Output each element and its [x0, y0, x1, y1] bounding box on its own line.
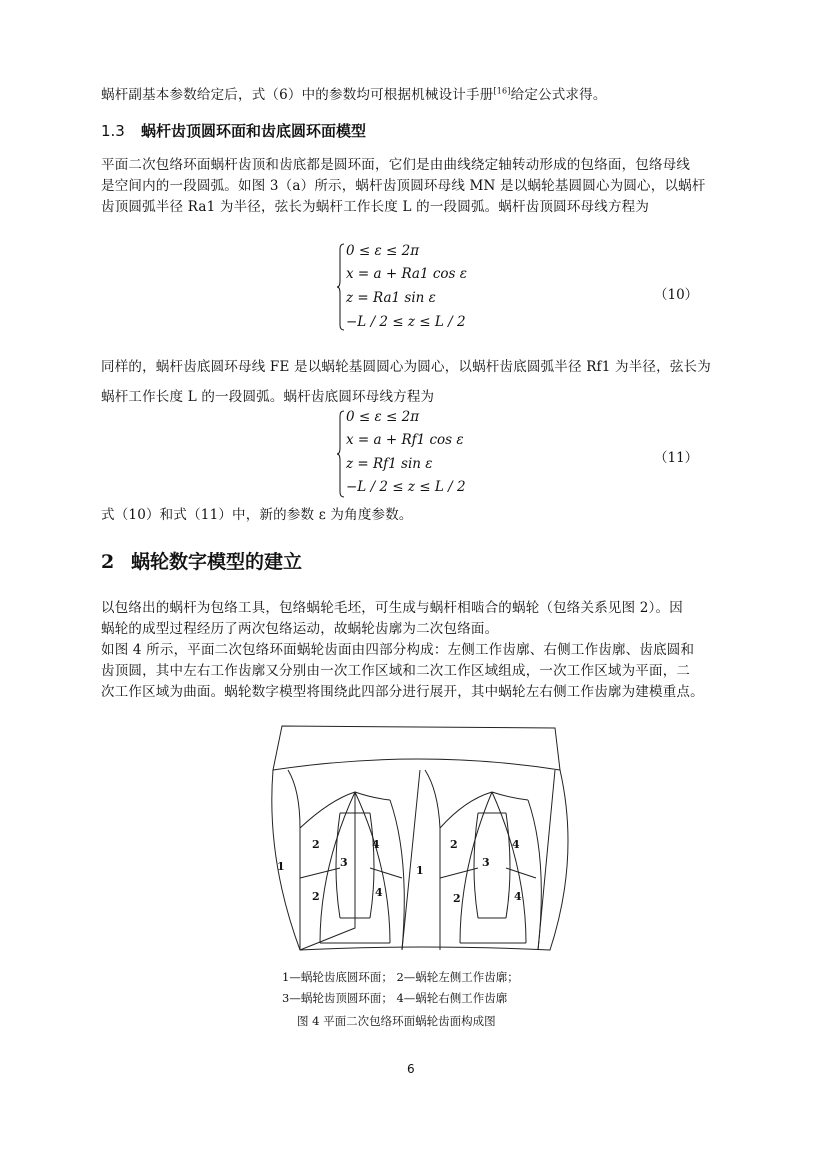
- figure-caption: 图 4 平面二次包络环面蜗轮齿面构成图: [297, 1014, 496, 1028]
- gear-body-outline: [272, 770, 568, 950]
- region-label: 4: [514, 890, 522, 903]
- paragraph-line: 是空间内的一段圆弧。如图 3（a）所示，蜗杆齿顶圆环母线 MN 是以蜗轮基圆圆心为圆心，以蜗杆: [101, 178, 706, 194]
- figure-legend-line: 3—蜗轮齿顶圆环面； 4—蜗轮右侧工作齿廓: [282, 991, 508, 1005]
- paragraph-line: 齿顶圆，其中左右工作齿廓又分别由一次工作区域和二次工作区域组成，一次工作区域为平面，二: [101, 663, 691, 679]
- page-number: 6: [407, 1062, 415, 1076]
- equation-line: 0 ≤ ε ≤ 2π: [346, 243, 420, 259]
- region-label: 4: [375, 886, 383, 899]
- equation-brace: [337, 410, 345, 498]
- equation-line: x = a + Ra1 cos ε: [346, 266, 468, 282]
- equation-line: z = Rf1 sin ε: [346, 456, 433, 472]
- paragraph-line: 以包络出的蜗杆为包络工具，包络蜗轮毛坯，可生成与蜗杆相啮合的蜗轮（包络关系见图 2）。因: [101, 600, 683, 616]
- paragraph-line: 平面二次包络环面蜗杆齿顶和齿底都是圆环面，它们是由曲线绕定轴转动形成的包络面，包络母线: [101, 157, 691, 173]
- paragraph-1: [101, 155, 727, 218]
- paragraph-line: 齿顶圆弧半径 Ra1 为半径，弦长为蜗杆工作长度 L 的一段圆弧。蜗杆齿顶圆环母线方程为: [101, 199, 650, 215]
- figure-4-diagram: [260, 718, 570, 968]
- equation-number: （10）: [654, 287, 699, 303]
- region-label: 3: [340, 856, 348, 869]
- equation-number: （11）: [654, 450, 699, 466]
- paragraph-line: 次工作区域为曲面。蜗轮数字模型将围绕此四部分进行展开，其中蜗轮左右侧工作齿廓为建模重点。: [101, 684, 704, 700]
- region-label: 3: [482, 856, 490, 869]
- equation-brace: [337, 243, 345, 331]
- equation-line: −L / 2 ≤ z ≤ L / 2: [346, 314, 466, 330]
- region-label: 1: [416, 864, 424, 877]
- region-label: 2: [450, 838, 458, 851]
- paragraph-line: 蜗杆工作长度 L 的一段圆弧。蜗杆齿底圆环母线方程为: [101, 389, 435, 405]
- paragraph-line: 蜗轮的成型过程经历了两次包络运动，故蜗轮齿廓为二次包络面。: [101, 621, 499, 637]
- paragraph-line: 如图 4 所示，平面二次包络环面蜗轮齿面由四部分构成：左侧工作齿廓、右侧工作齿廓、齿底圆和: [101, 642, 695, 658]
- paragraph-5: [101, 640, 727, 703]
- equation-line: x = a + Rf1 cos ε: [346, 432, 464, 448]
- section-number: 1.3: [101, 122, 125, 140]
- region-label: 2: [312, 890, 320, 903]
- equation-line: 0 ≤ ε ≤ 2π: [346, 409, 420, 425]
- equation-line: −L / 2 ≤ z ≤ L / 2: [346, 479, 466, 495]
- gear-top-cap: [273, 726, 560, 770]
- section-title: 蜗轮数字模型的建立: [131, 551, 303, 573]
- region-label: 2: [312, 838, 320, 851]
- section-heading-1-3: [101, 120, 366, 141]
- region-label: 4: [372, 838, 380, 851]
- section-title: 蜗杆齿顶圆环面和齿底圆环面模型: [141, 122, 367, 140]
- intro-text: 蜗杆副基本参数给定后，式（6）中的参数均可根据机械设计手册[16]给定公式求得。: [101, 86, 607, 103]
- intro-paragraph: [101, 80, 727, 106]
- figure-legend-line: 1—蜗轮齿底圆环面； 2—蜗轮左侧工作齿廓；: [282, 970, 519, 984]
- region-label: 4: [512, 838, 520, 851]
- paragraph-line: 同样的，蜗杆齿底圆环母线 FE 是以蜗轮基圆圆心为圆心，以蜗杆齿底圆弧半径 Rf1 为半径，弦长为: [101, 359, 711, 375]
- paragraph-3: 式（10）和式（11）中，新的参数 ε 为角度参数。: [101, 507, 413, 523]
- section-number: 2: [101, 551, 115, 573]
- paragraph-2: [101, 350, 727, 408]
- paragraph-4: [101, 598, 727, 640]
- section-heading-2: [101, 547, 302, 574]
- citation-superscript: [16]: [493, 86, 511, 95]
- region-label: 2: [453, 892, 461, 905]
- equation-line: z = Ra1 sin ε: [346, 290, 436, 306]
- region-label: 1: [277, 860, 285, 873]
